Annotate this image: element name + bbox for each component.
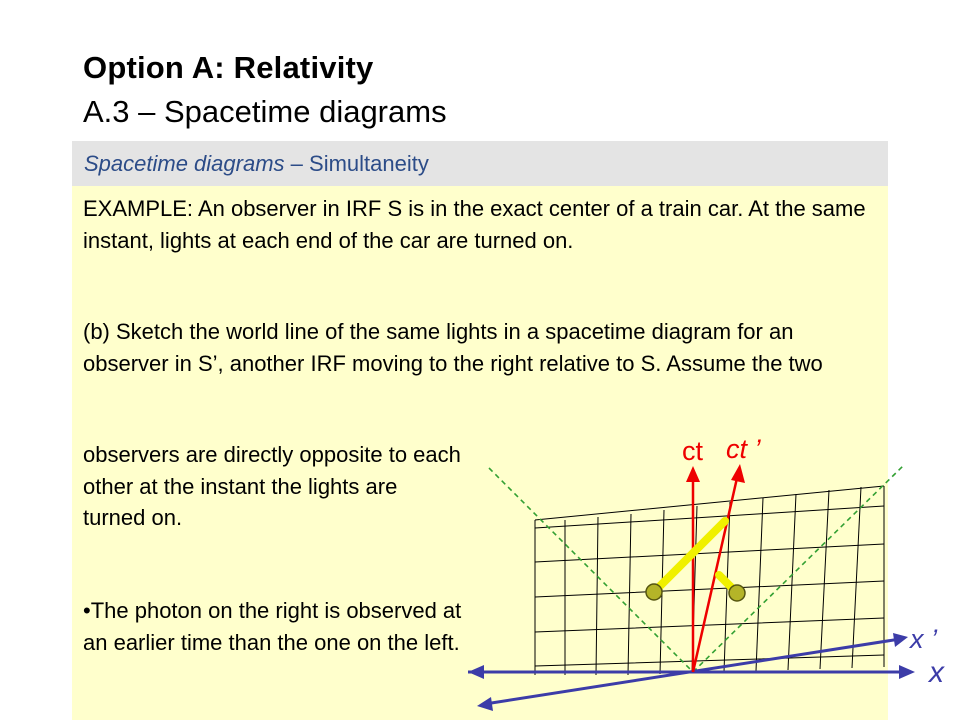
x-prime-axis-arrow-right	[893, 633, 908, 647]
ct-prime-label: ct ’	[726, 434, 761, 464]
x-prime-axis-arrow-left	[477, 697, 493, 711]
bullet-symbol: •	[83, 598, 91, 623]
spacetime-grid	[535, 486, 884, 675]
part-b-text: (b) Sketch the world line of the same lights in a spacetime diagram for an observer in S’, another IRF moving to the right relative to S. Assume the two	[83, 319, 823, 376]
x-axis-arrow-left	[468, 665, 484, 679]
light-cone-right	[693, 466, 903, 672]
part-b-continued-text: observers are directly opposite to each other at the instant the lights are turned on.	[83, 442, 461, 530]
section-title-dash: –	[284, 151, 310, 176]
ct-prime-axis-arrow	[731, 464, 745, 483]
section-title-italic: Spacetime diagrams	[84, 151, 285, 176]
right-light-event	[729, 585, 745, 601]
x-prime-label: x ’	[910, 624, 937, 654]
ct-axis-arrow	[686, 466, 700, 482]
bullet-text: The photon on the right is observed at an earlier time than the one on the left.	[83, 598, 462, 655]
example-text: EXAMPLE: An observer in IRF S is in the exact center of a train car. At the same instant, lights at each end of the car are turned on.	[83, 196, 866, 253]
x-label: x	[929, 656, 944, 689]
slide-title: Option A: Relativity	[83, 50, 374, 85]
slide-subtitle: A.3 – Spacetime diagrams	[83, 94, 447, 129]
section-title-rest: Simultaneity	[309, 151, 429, 176]
x-axis-arrow-right	[899, 665, 915, 679]
left-light-event	[646, 584, 662, 600]
ct-label: ct	[682, 436, 704, 466]
